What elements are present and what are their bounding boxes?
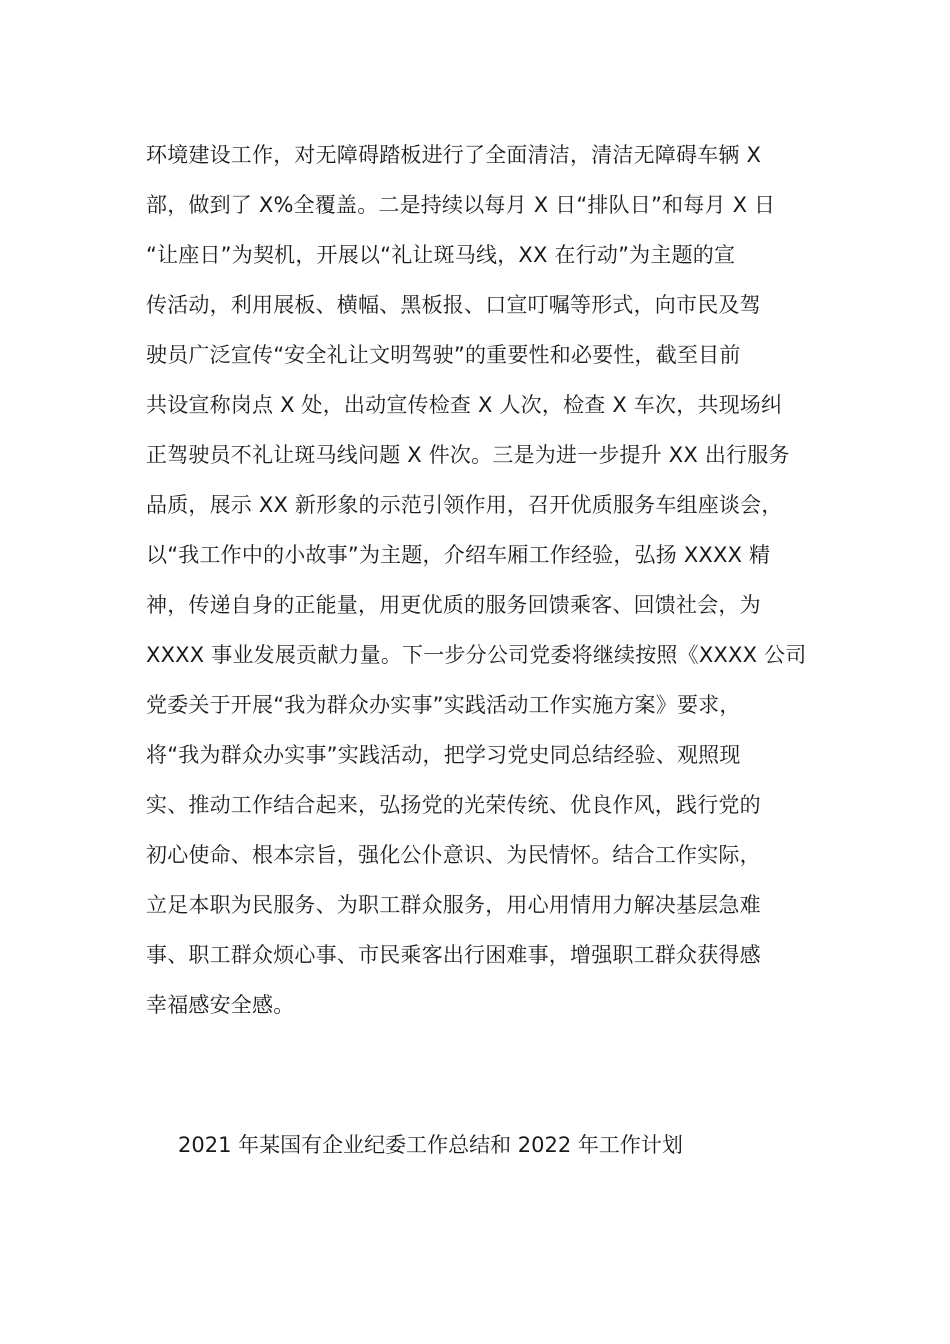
paragraph-line: 环境建设工作，对无障碍踏板进行了全面清洁，清洁无障碍车辆 X [146,143,762,167]
paragraph-line: 正驾驶员不礼让斑马线问题 X 件次。三是为进一步提升 XX 出行服务 [146,443,790,467]
paragraph-line: 驶员广泛宣传“安全礼让文明驾驶”的重要性和必要性，截至目前 [146,343,741,367]
paragraph-line: 传活动，利用展板、横幅、黑板报、口宣叮嘱等形式，向市民及驾 [146,293,761,317]
paragraph-line: 将“我为群众办实事”实践活动，把学习党史同总结经验、观照现 [146,743,741,767]
paragraph-line: 品质，展示 XX 新形象的示范引领作用，召开优质服务车组座谈会， [146,493,783,517]
section-title: 2021 年某国有企业纪委工作总结和 2022 年工作计划 [178,1133,683,1157]
paragraph-line: 党委关于开展“我为群众办实事”实践活动工作实施方案》要求， [146,693,741,717]
paragraph-line: XXXX 事业发展贡献力量。下一步分公司党委将继续按照《XXXX 公司 [146,643,807,667]
paragraph-line: 幸福感安全感。 [146,993,295,1017]
paragraph-line: 立足本职为民服务、为职工群众服务，用心用情用力解决基层急难 [146,893,761,917]
paragraph-line: 神，传递自身的正能量，用更优质的服务回馈乘客、回馈社会，为 [146,593,761,617]
body-paragraph [146,130,826,1030]
paragraph-line: 共设宣称岗点 X 处，出动宣传检查 X 人次，检查 X 车次，共现场纠 [146,393,783,417]
paragraph-line: 初心使命、根本宗旨，强化公仆意识、为民情怀。结合工作实际， [146,843,761,867]
paragraph-line: 部，做到了 X%全覆盖。二是持续以每月 X 日“排队日”和每月 X 日 [146,193,776,217]
paragraph-line: 以“我工作中的小故事”为主题，介绍车厢工作经验，弘扬 XXXX 精 [146,543,771,567]
paragraph-line: “让座日”为契机，开展以“礼让斑马线，XX 在行动”为主题的宣 [146,243,736,267]
paragraph-line: 事、职工群众烦心事、市民乘客出行困难事，增强职工群众获得感 [146,943,761,967]
paragraph-line: 实、推动工作结合起来，弘扬党的光荣传统、优良作风，践行党的 [146,793,761,817]
